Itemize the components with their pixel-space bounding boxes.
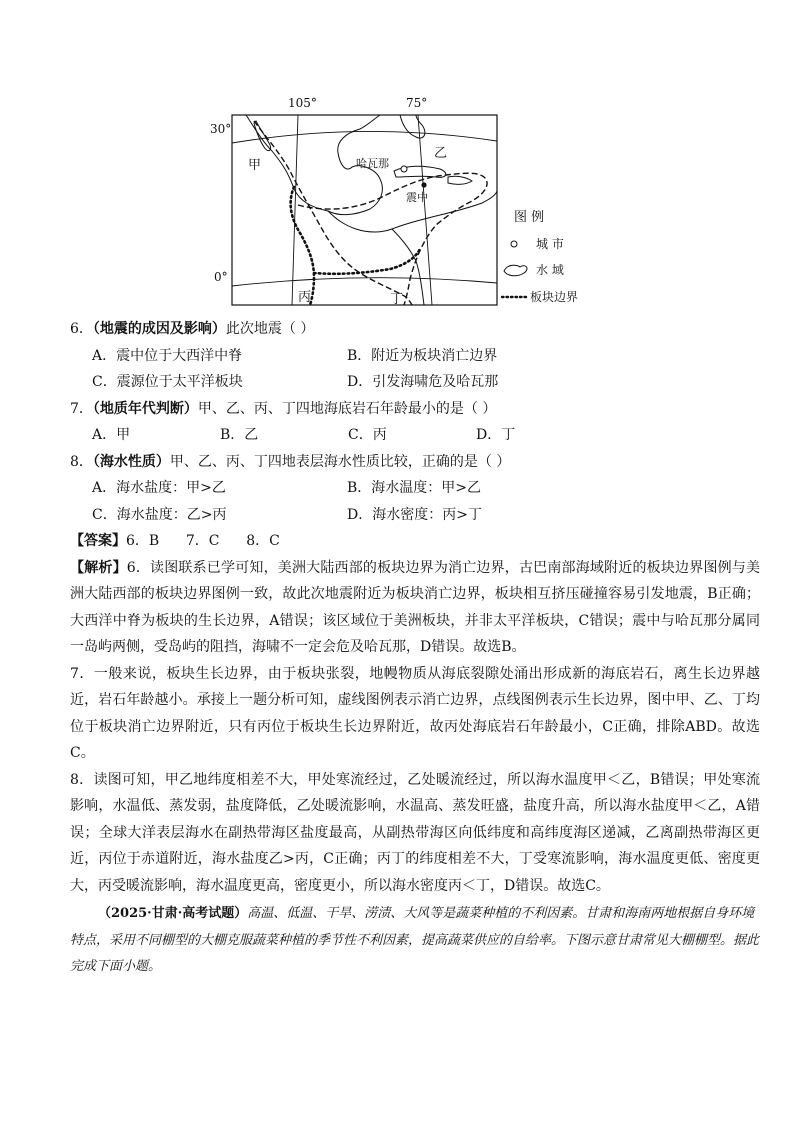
florida-coast [400, 115, 425, 138]
question-number: 7． [70, 400, 93, 417]
latitude-30-line [232, 131, 497, 143]
question-stem: 此次地震（ ） [225, 321, 315, 337]
question-stem: 甲、乙、丙、丁四地海底岩石年龄最小的是（ ） [197, 400, 497, 417]
label-jia: 甲 [248, 158, 262, 173]
options-6-row-1 [70, 343, 760, 370]
options-8-row-2 [70, 502, 760, 529]
analysis-7: 7．一般来说，板块生长边界，由于板块张裂，地幔物质从海底裂隙处涌出形成新的海底岩石，离生长边界越近，岩石年龄越小。承接上一题分析可知，虚线图例表示消亡边界，点线图例表示生长边界，图中甲、乙、丁均位于板块消亡边界附近，只有丙位于板块生长边界附近，故丙处海底岩石年龄最小，C正确，排除ABD。故选C。 [70, 665, 760, 761]
legend-water-label: 水 域 [536, 263, 564, 277]
longitude-105-line [292, 115, 298, 305]
options-6-row-2 [70, 369, 760, 396]
label-bing: 丙 [298, 290, 312, 305]
answer-label: 【答案】 [70, 533, 126, 549]
question-tag: （海水性质） [92, 453, 170, 470]
option-6a: A．震中位于大西洋中脊 [92, 347, 243, 364]
next-question-intro [70, 901, 760, 981]
option-7b: B．乙 [220, 427, 259, 443]
legend-city-icon [511, 241, 517, 247]
analysis-label: 【解析】 [70, 559, 127, 576]
option-8d: D．海水密度：丙>丁 [347, 506, 482, 523]
latitude-0-line [232, 278, 497, 286]
options-8-row-1 [70, 475, 760, 502]
question-8 [70, 449, 760, 476]
question-tag: （地震的成因及影响） [92, 321, 226, 337]
option-6c: C．震源位于太平洋板块 [92, 374, 243, 390]
question-number: 8． [70, 453, 93, 470]
answer-line [70, 528, 760, 555]
lon-75-label: 75° [406, 96, 428, 110]
legend-city-label: 城 市 [536, 237, 564, 251]
lat-30-label: 30° [210, 122, 232, 136]
option-7d: D．丁 [476, 427, 516, 443]
answer-text: 6．B 7．C 8．C [126, 533, 280, 549]
legend-water-icon [504, 265, 527, 276]
option-8c: C．海水盐度：乙>丙 [92, 506, 227, 523]
options-7 [70, 422, 760, 449]
intro-text: 高温、低温、干旱、涝渍、大风等是蔬菜种植的不利因素。甘肃和海南两地根据自身环境特点，采用不同棚型的大棚克服蔬菜种植的季节性不利因素，提高蔬菜供应的自给率。下图示意甘肃常见大棚棚型。据此完成下面小题。 [70, 906, 760, 974]
label-ding: 丁 [390, 292, 404, 307]
document-body [70, 316, 760, 981]
option-8b: B．海水温度：甲>乙 [347, 480, 482, 496]
havana-label: 哈瓦那 [356, 157, 389, 170]
question-number: 6． [70, 321, 93, 337]
question-6 [70, 316, 760, 343]
option-8a: A．海水盐度：甲>乙 [92, 480, 226, 496]
option-7a: A．甲 [92, 427, 131, 443]
question-7 [70, 396, 760, 423]
lon-105-label: 105° [288, 96, 317, 110]
analysis-6 [70, 555, 760, 661]
legend-title: 图 例 [514, 210, 545, 225]
havana-city-marker [401, 166, 407, 172]
question-stem: 甲、乙、丙、丁四地表层海水性质比较，正确的是（ ） [169, 453, 511, 470]
subduction-boundary-caribbean [298, 173, 487, 305]
lat-0-label: 0° [214, 270, 228, 284]
legend-plate-label: 板块边界 [530, 290, 579, 304]
option-6b: B．附近为板块消亡边界 [347, 347, 498, 364]
intro-source: （2025·甘肃·高考试题） [98, 906, 248, 921]
plate-boundary-map [210, 93, 610, 313]
hispaniola-island [448, 176, 472, 184]
label-yi: 乙 [434, 146, 448, 161]
analysis-6-text: 6．读图联系已学可知，美洲大陆西部的板块边界为消亡边界，古巴南部海域附近的板块边界图例与美洲大陆西部的板块边界图例一致，故此次地震附近为板块消亡边界，板块相互挤压碰撞容易引发地震，B正确；大西洋中脊为板块的生长边界，A错误；该区域位于美洲板块，并非太平洋板块，C错误；震中与哈瓦那分属同一岛屿两侧，受岛屿的阻挡，海啸不一定会危及哈瓦那，D错误。故选B。 [70, 559, 761, 655]
analysis-8: 8．读图可知，甲乙地纬度相差不大，甲处寒流经过，乙处暖流经过，所以海水温度甲＜乙，B错误；甲处寒流影响，水温低、蒸发弱，盐度降低，乙处暖流影响，水温高、蒸发旺盛，盐度升高，所以海水盐度甲＜乙，A错误；全球大洋表层海水在副热带海区盐度最高，从副热带海区向低纬度和高纬度海区递减，乙离副热带海区更近，丙位于赤道附近，海水盐度乙>丙，C正确；丙丁的纬度相差不大，丁受寒流影响，海水温度更低、密度更大，丙受暖流影响，海水温度更高，密度更小，所以海水密度丙＜丁，D错误。故选C。 [70, 771, 760, 894]
epicenter-marker [421, 182, 426, 187]
option-6d: D．引发海啸危及哈瓦那 [347, 374, 499, 390]
epicenter-label: 震中 [406, 191, 428, 204]
question-tag: （地质年代判断） [92, 400, 198, 417]
option-7c: C．丙 [348, 427, 387, 443]
